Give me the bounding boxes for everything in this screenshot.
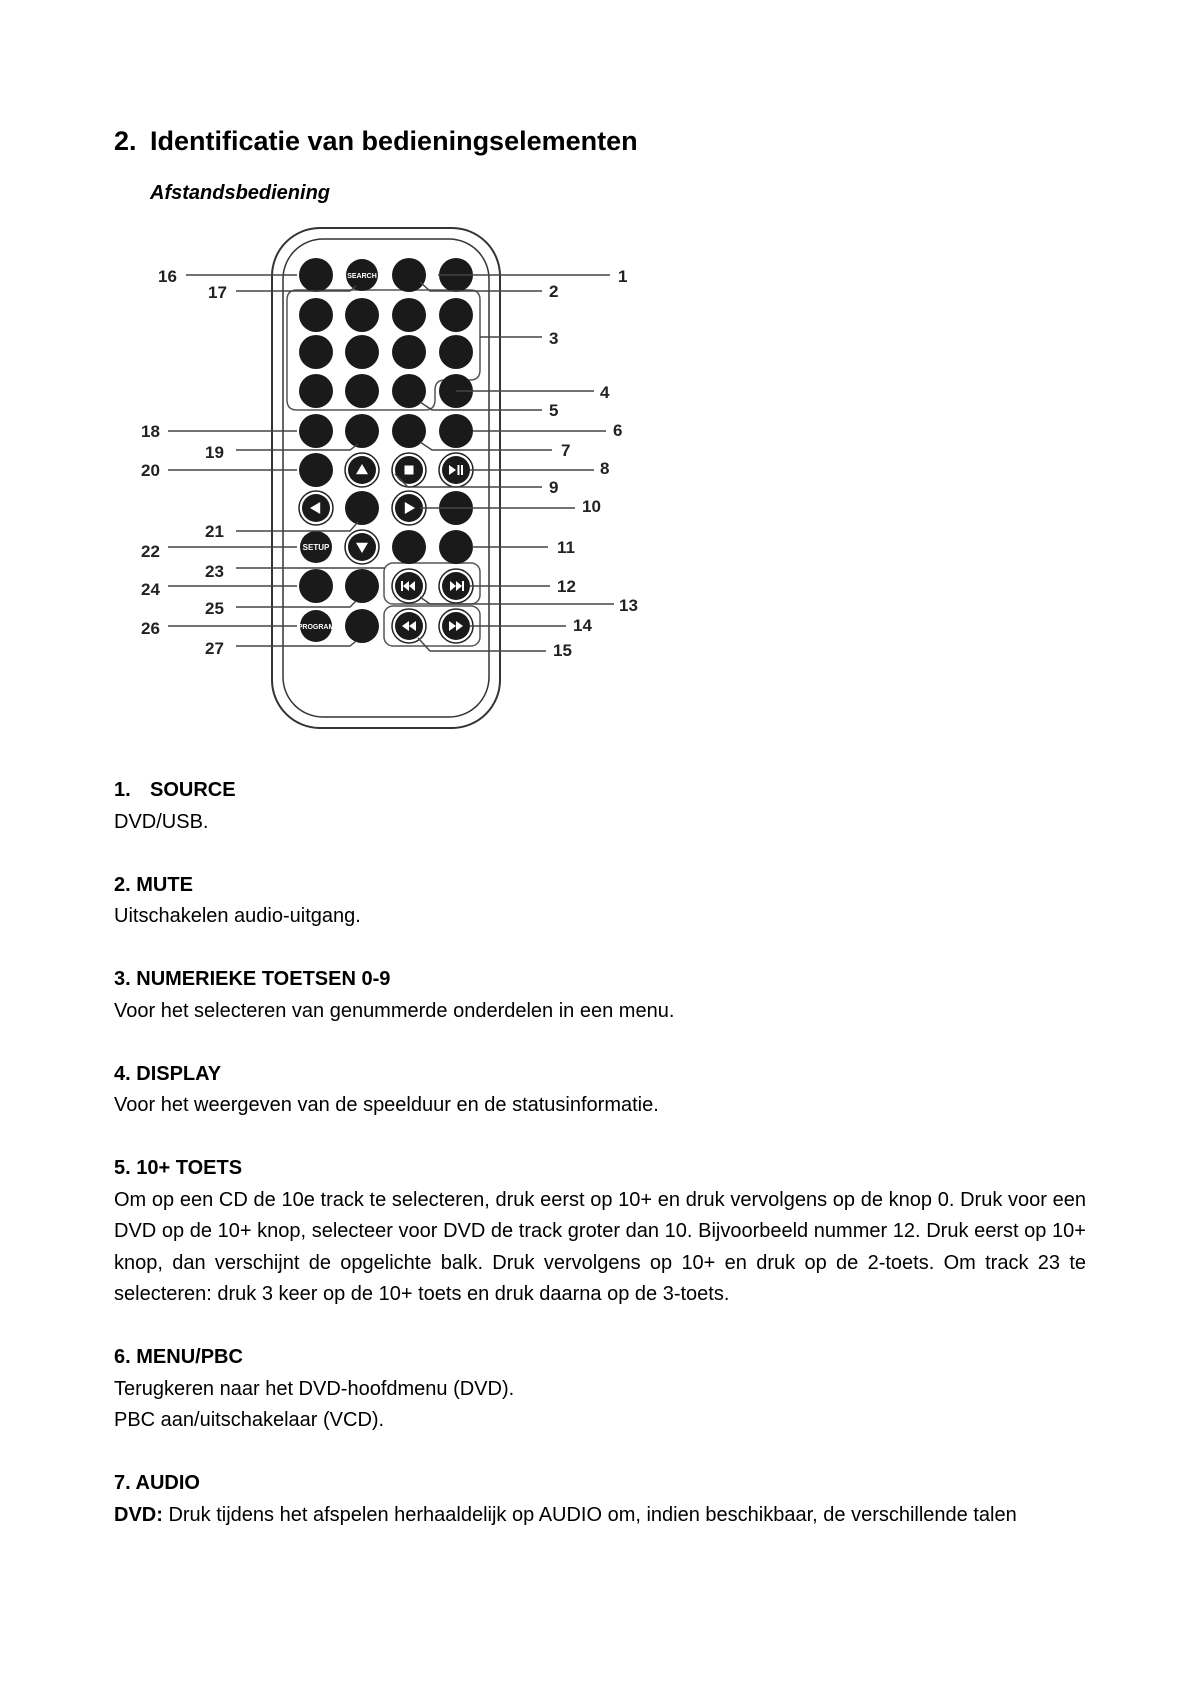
section-number: 5. <box>114 1157 131 1179</box>
section <box>114 1059 1086 1122</box>
left-button[interactable] <box>299 491 333 525</box>
callout-number: 13 <box>619 596 638 615</box>
section-title-text: MENU/PBC <box>136 1346 243 1368</box>
callout-number: 21 <box>205 522 224 541</box>
callout-number: 18 <box>141 422 160 441</box>
search-button-label: SEARCH <box>347 273 377 280</box>
remote-button[interactable] <box>345 569 379 603</box>
section-title-text: MUTE <box>136 873 193 896</box>
heading-number: 2. <box>114 126 137 156</box>
fast-forward-button[interactable] <box>439 609 473 643</box>
section-title-text: 10+ TOETS <box>136 1157 243 1179</box>
section-title <box>114 1468 1086 1500</box>
numeric-key[interactable] <box>345 335 379 369</box>
callout-number: 6 <box>613 421 623 440</box>
callout-number: 10 <box>582 497 601 516</box>
play-pause-button[interactable] <box>439 453 473 487</box>
section-title <box>114 1059 1086 1091</box>
section-text: Voor het selecteren van genummerde onderdelen in een menu. <box>114 999 675 1022</box>
heading-text: Identificatie van bedieningselementen <box>150 126 638 156</box>
section-number: 3. <box>114 968 131 990</box>
section-number: 4. <box>114 1062 131 1085</box>
section <box>114 964 1086 1027</box>
callout-number: 7 <box>561 441 571 460</box>
section-number: 2. <box>114 873 131 896</box>
section <box>114 870 1086 933</box>
callout-number: 1 <box>618 267 628 286</box>
section-text: DVD/USB. <box>114 810 209 833</box>
numeric-key[interactable] <box>299 335 333 369</box>
remote-button[interactable] <box>392 258 426 292</box>
numeric-key[interactable] <box>345 298 379 332</box>
callout-number: 26 <box>141 619 160 638</box>
callout-number: 22 <box>141 542 160 561</box>
setup-button-label: SETUP <box>302 543 330 552</box>
section-title <box>114 964 1086 996</box>
callout-number: 4 <box>600 383 610 402</box>
callout-number: 25 <box>205 599 224 618</box>
section-number: 7. <box>114 1472 131 1494</box>
section-title <box>114 870 1086 902</box>
section-text: Terugkeren naar het DVD-hoofdmenu (DVD). <box>114 1377 515 1400</box>
section-title <box>114 1342 1086 1374</box>
paragraph-lead: DVD: <box>114 1503 163 1526</box>
remote-button[interactable] <box>299 569 333 603</box>
callout-number: 27 <box>205 639 224 658</box>
section <box>114 1468 1086 1531</box>
remote-button[interactable] <box>345 609 379 643</box>
callout-number: 3 <box>549 329 559 348</box>
remote-button[interactable] <box>439 530 473 564</box>
remote-button[interactable] <box>299 453 333 487</box>
paragraph-text: Druk tijdens het afspelen herhaaldelijk op AUDIO om, indien beschikbaar, de verschillende talen <box>168 1503 1017 1526</box>
numeric-key[interactable] <box>299 298 333 332</box>
section-paragraph <box>114 1185 1086 1311</box>
section-number: 6. <box>114 1346 131 1368</box>
section-text: Uitschakelen audio-uitgang. <box>114 905 361 927</box>
callout-number: 16 <box>158 267 177 286</box>
program-button-label: PROGRAM <box>297 624 335 631</box>
subheading: Afstandsbediening <box>150 182 331 204</box>
numeric-key[interactable] <box>392 335 426 369</box>
numeric-key[interactable] <box>299 374 333 408</box>
callout-number: 9 <box>549 478 559 497</box>
numeric-key[interactable] <box>439 335 473 369</box>
callout-number: 5 <box>549 401 559 420</box>
callout-number: 14 <box>573 616 592 635</box>
section-text: PBC aan/uitschakelaar (VCD). <box>114 1409 385 1431</box>
remote-button[interactable] <box>345 414 379 448</box>
callout-number: 2 <box>549 282 559 301</box>
remote-button[interactable] <box>299 414 333 448</box>
section <box>114 1342 1086 1437</box>
sections-container <box>114 775 1086 1563</box>
up-button[interactable] <box>345 453 379 487</box>
numeric-key[interactable] <box>439 298 473 332</box>
setup-button[interactable] <box>300 531 332 563</box>
callout-number: 12 <box>557 577 576 596</box>
down-button[interactable] <box>345 530 379 564</box>
callout-number: 8 <box>600 459 610 478</box>
section-title-text: NUMERIEKE TOETSEN 0-9 <box>136 968 391 990</box>
callout-number: 20 <box>141 461 160 480</box>
section-paragraph <box>114 1500 1086 1532</box>
callout-number: 24 <box>141 580 160 599</box>
remote-button[interactable] <box>392 530 426 564</box>
callout-number: 11 <box>557 538 575 557</box>
section-number: 1. <box>114 779 131 801</box>
section-title-text: AUDIO <box>135 1472 200 1494</box>
paragraph-text: Om op een CD de 10e track te selecteren, druk eerst op 10+ en druk vervolgens op de knop 0. Druk voor een DVD op de 10+ knop, selecteer voor DVD de track groter dan 10. Bijvoorbeeld nummer 12. Druk eerst op 10+ knop, dan verschijnt de opgelichte balk. Druk vervolgens op 10+ en druk op de 2-toets. Om track 23 te selecteren: druk 3 keer op de 10+ toets en druk daarna op de 3-toets. <box>114 1188 1086 1305</box>
callout-number: 15 <box>553 641 572 660</box>
section-text: Voor het weergeven van de speelduur en de statusinformatie. <box>114 1094 659 1116</box>
section <box>114 775 1086 838</box>
callout-number: 17 <box>208 283 227 302</box>
section-title <box>114 1153 1086 1185</box>
rewind-button[interactable] <box>392 609 426 643</box>
remote-control-diagram <box>0 0 1190 760</box>
stop-icon <box>405 466 414 475</box>
callout-number: 19 <box>205 443 224 462</box>
next-button[interactable] <box>439 569 473 603</box>
remote-button[interactable] <box>439 414 473 448</box>
numeric-key[interactable] <box>392 298 426 332</box>
enter-button[interactable] <box>345 491 379 525</box>
section <box>114 1153 1086 1311</box>
numeric-key[interactable] <box>345 374 379 408</box>
stop-button[interactable] <box>392 453 426 487</box>
section-title-text: SOURCE <box>150 779 236 801</box>
callout-number: 23 <box>205 562 224 581</box>
remote-button[interactable] <box>299 258 333 292</box>
section-title <box>114 775 1086 807</box>
section-title-text: DISPLAY <box>136 1062 222 1085</box>
search-button[interactable] <box>346 259 378 291</box>
